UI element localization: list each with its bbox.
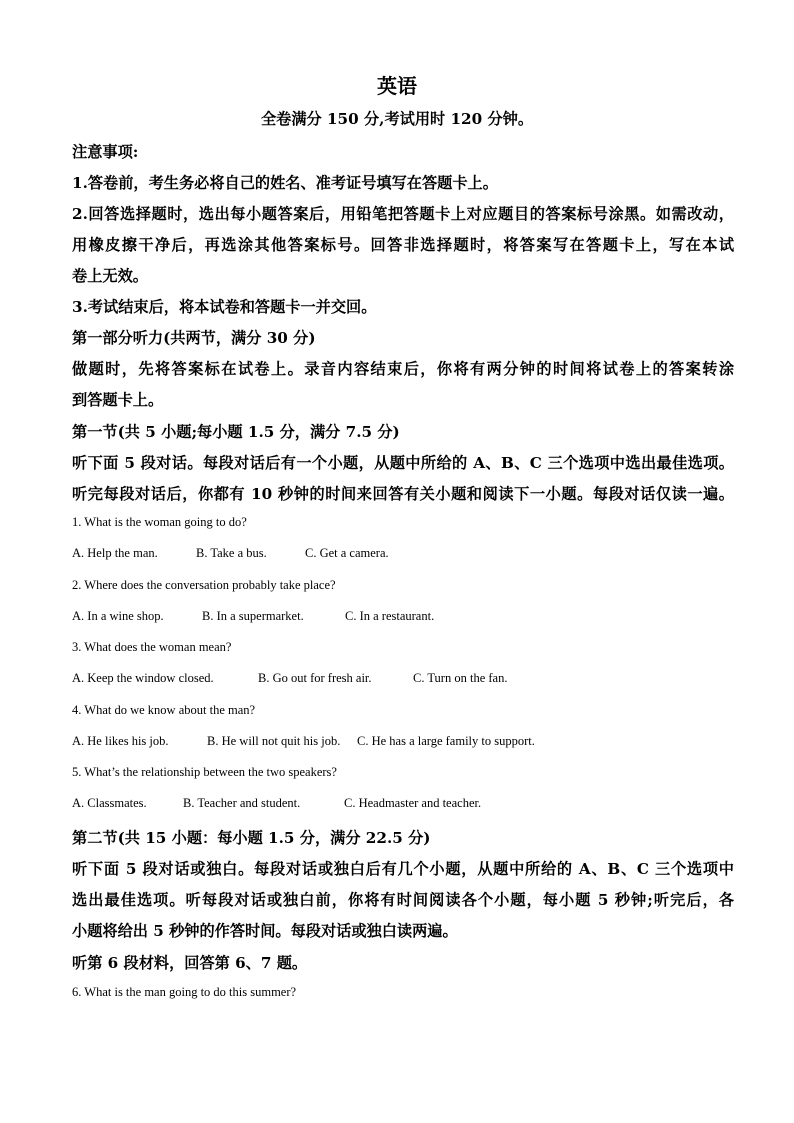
exam-subtitle: 全卷满分 150 分,考试用时 120 分钟。 bbox=[260, 110, 534, 128]
option-c: C. He has a large family to support. bbox=[357, 734, 535, 748]
question-1: 1. What is the woman going to do? bbox=[72, 515, 247, 529]
question-2: 2. Where does the conversation probably take place? bbox=[72, 578, 336, 592]
option-b: B. In a supermarket. bbox=[202, 609, 304, 623]
part1-heading: 第一部分听力(共两节，满分 30 分) bbox=[72, 329, 316, 347]
option-a: A. He likes his job. bbox=[72, 734, 169, 748]
section1-heading: 第一节(共 5 小题;每小题 1.5 分，满分 7.5 分) bbox=[72, 423, 400, 441]
option-a: A. Keep the window closed. bbox=[72, 671, 214, 685]
notice-item-3: 3.考试结束后，将本试卷和答题卡一并交回。 bbox=[72, 298, 377, 316]
notice-item-1: 1.答卷前，考生务必将自己的姓名、准考证号填写在答题卡上。 bbox=[72, 174, 498, 192]
question-3-options bbox=[72, 671, 734, 686]
option-b: B. Teacher and student. bbox=[183, 796, 301, 810]
option-a: A. Help the man. bbox=[72, 546, 158, 560]
question-3: 3. What does the woman mean? bbox=[72, 640, 232, 654]
question-4: 4. What do we know about the man? bbox=[72, 703, 256, 717]
section2-heading: 第二节(共 15 小题：每小题 1.5 分，满分 22.5 分) bbox=[72, 829, 431, 847]
question-6: 6. What is the man going to do this summer? bbox=[72, 985, 297, 999]
notice-item-2-line-2: 用橡皮擦干净后，再选涂其他答案标号。回答非选择题时，将答案写在答题卡上，写在本试 bbox=[72, 236, 734, 254]
section2-intro-line-1: 听下面 5 段对话或独白。每段对话或独白后有几个小题，从题中所给的 A、B、C 三个选项中 bbox=[72, 860, 734, 878]
option-c: C. Get a camera. bbox=[305, 546, 389, 560]
material-6-instruction: 听第 6 段材料，回答第 6、7 题。 bbox=[72, 954, 308, 972]
question-5: 5. What’s the relationship between the two speakers? bbox=[72, 765, 337, 779]
option-c: C. Headmaster and teacher. bbox=[344, 796, 482, 810]
option-b: B. He will not quit his job. bbox=[207, 734, 341, 748]
part1-intro-line-2: 到答题卡上。 bbox=[72, 391, 164, 409]
option-a: A. In a wine shop. bbox=[72, 609, 164, 623]
section1-intro-line-2: 听完每段对话后，你都有 10 秒钟的时间来回答有关小题和阅读下一小题。每段对话仅读一遍。 bbox=[72, 485, 734, 503]
notice-heading: 注意事项: bbox=[72, 143, 139, 161]
option-c: C. In a restaurant. bbox=[345, 609, 435, 623]
part1-intro-line-1: 做题时，先将答案标在试卷上。录音内容结束后，你将有两分钟的时间将试卷上的答案转涂 bbox=[72, 360, 734, 378]
question-2-options bbox=[72, 609, 734, 624]
option-a: A. Classmates. bbox=[72, 796, 147, 810]
option-c: C. Turn on the fan. bbox=[413, 671, 508, 685]
section2-intro-line-2: 选出最佳选项。听每段对话或独白前，你将有时间阅读各个小题，每小题 5 秒钟;听完后，各 bbox=[72, 891, 734, 909]
notice-item-2-line-3: 卷上无效。 bbox=[72, 267, 148, 285]
option-b: B. Go out for fresh air. bbox=[258, 671, 372, 685]
option-b: B. Take a bus. bbox=[196, 546, 267, 560]
page-title: 英语 bbox=[377, 74, 417, 98]
question-4-options bbox=[72, 734, 734, 749]
section1-intro-line-1: 听下面 5 段对话。每段对话后有一个小题，从题中所给的 A、B、C 三个选项中选出最佳选项。 bbox=[72, 454, 734, 472]
notice-item-2-line-1: 2.回答选择题时，选出每小题答案后，用铅笔把答题卡上对应题目的答案标号涂黑。如需改动， bbox=[72, 205, 734, 223]
section2-intro-line-3: 小题将给出 5 秒钟的作答时间。每段对话或独白读两遍。 bbox=[72, 922, 458, 940]
question-5-options bbox=[72, 796, 734, 811]
question-1-options bbox=[72, 546, 734, 561]
